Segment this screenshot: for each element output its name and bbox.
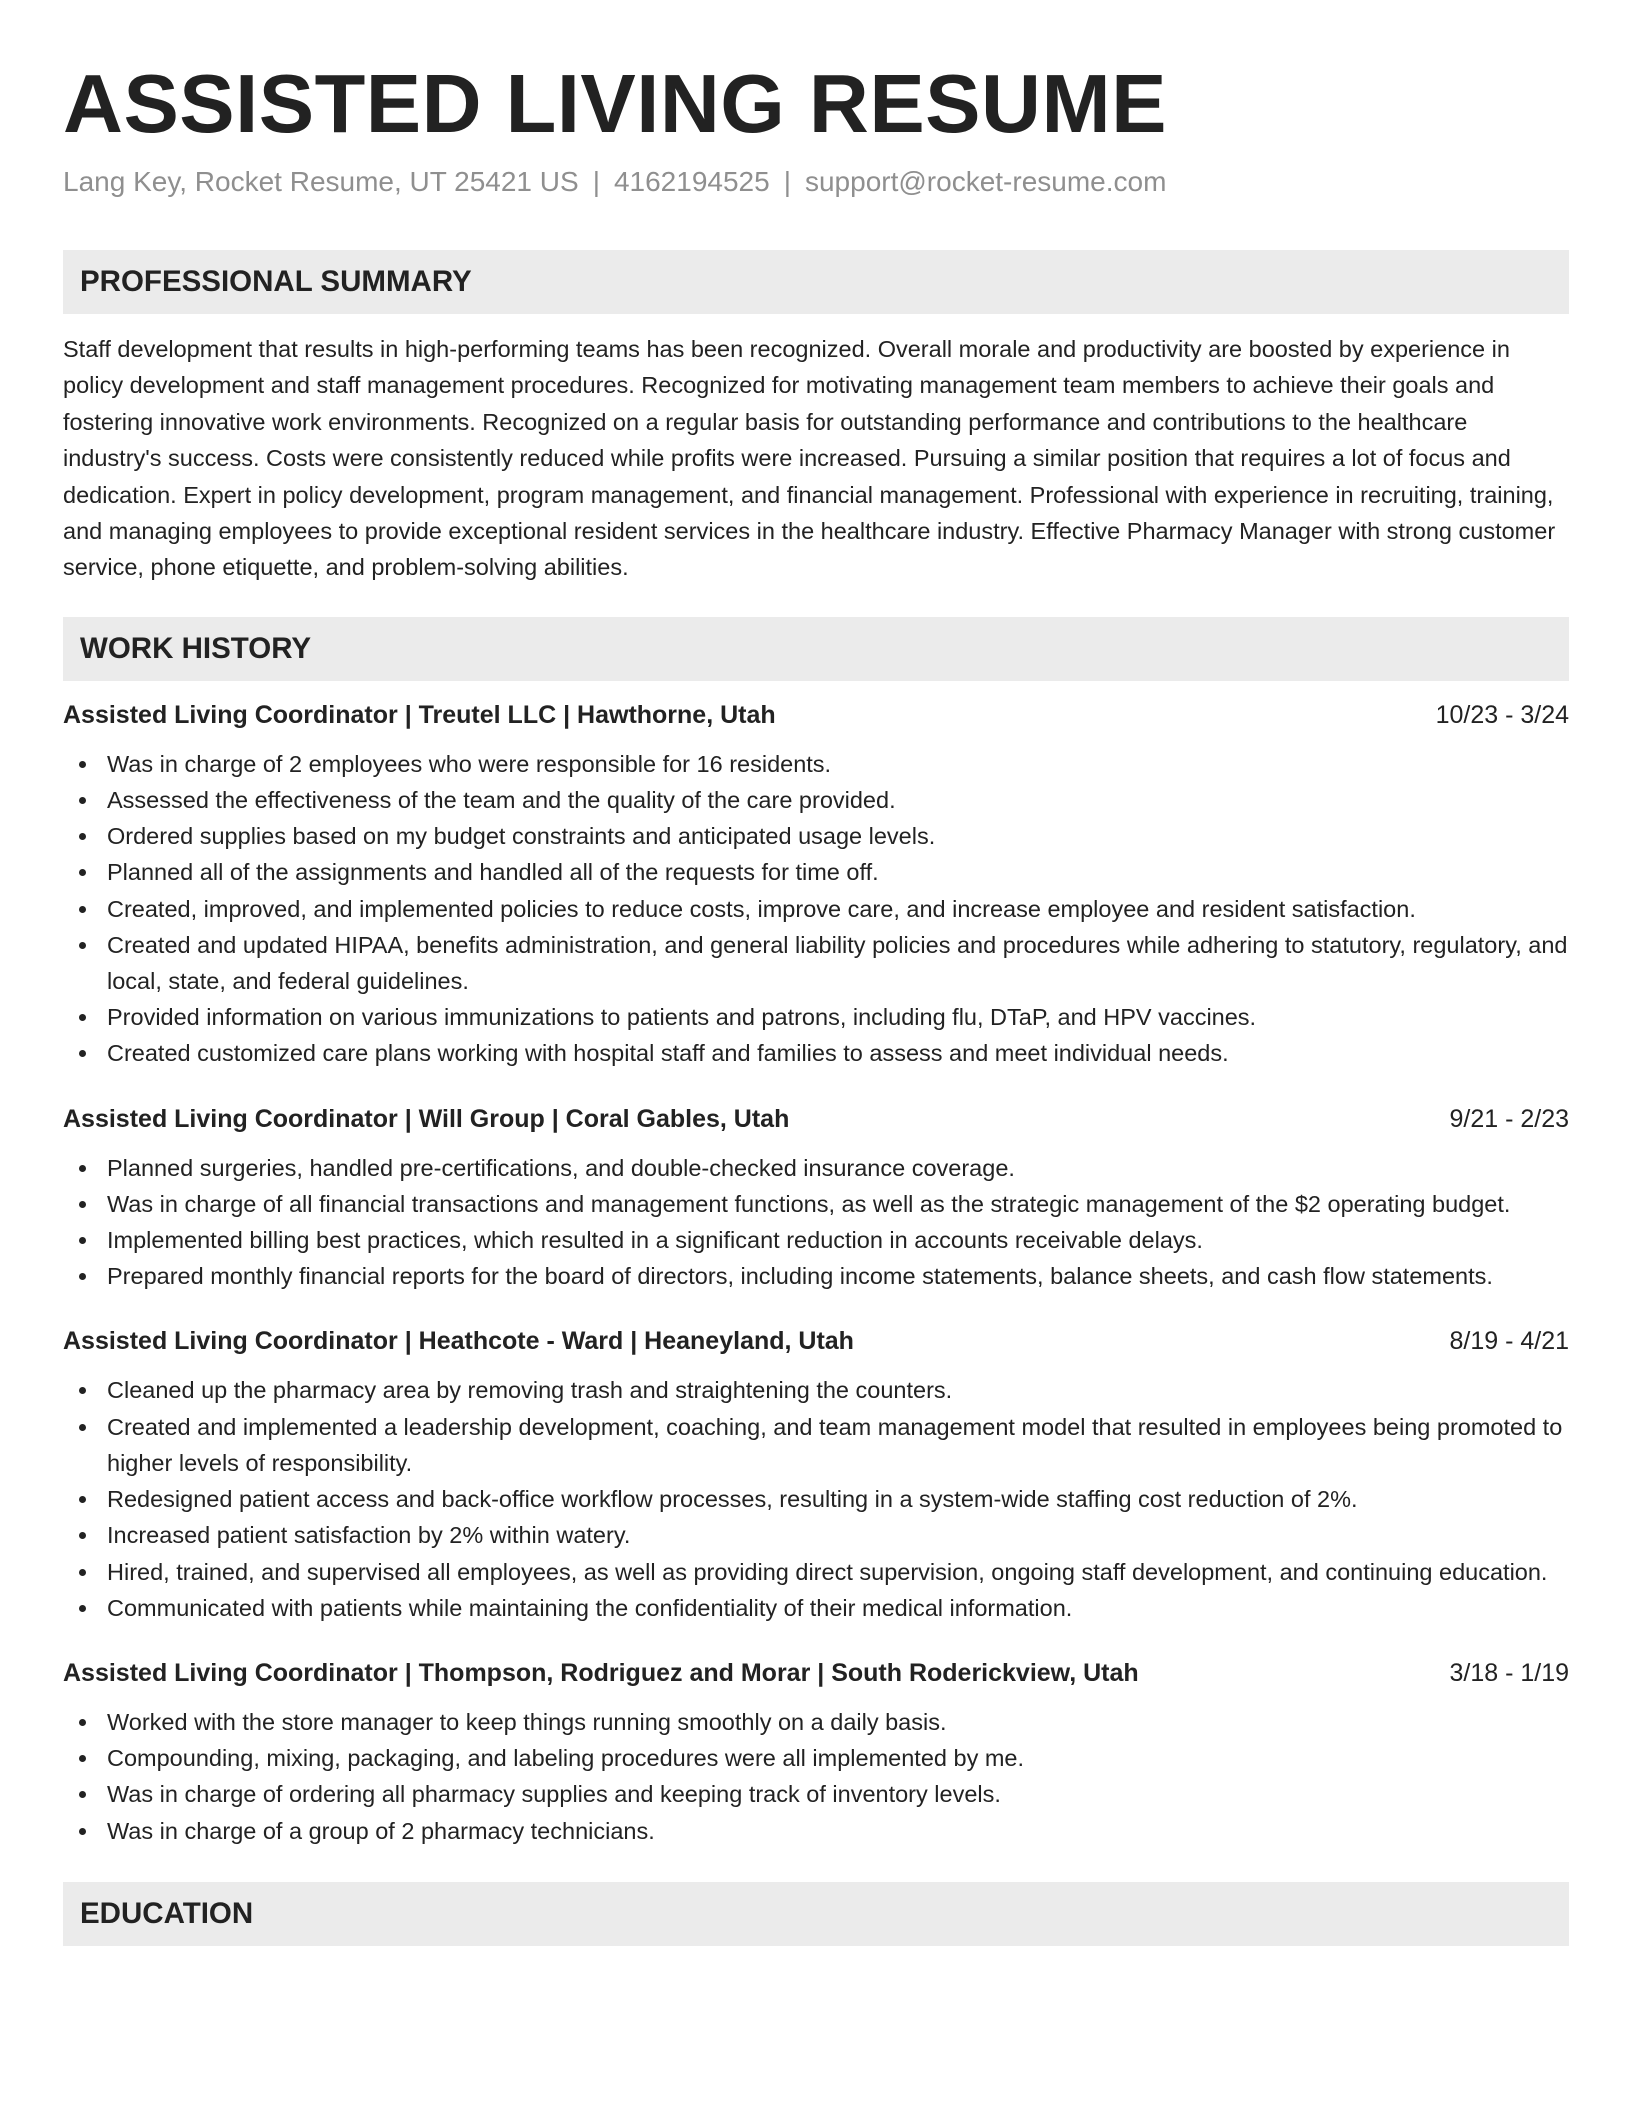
job-header (63, 1657, 1569, 1689)
job-bullet: Was in charge of 2 employees who were responsible for 16 residents. (63, 746, 1569, 782)
job-bullet: Planned all of the assignments and handled all of the requests for time off. (63, 854, 1569, 890)
job-header (63, 1103, 1569, 1135)
job-title: Assisted Living Coordinator | Heathcote - Ward | Heaneyland, Utah (63, 1327, 854, 1356)
job-bullet: Created and implemented a leadership development, coaching, and team management model that resulted in employees being promoted to higher levels of responsibility. (63, 1409, 1569, 1481)
job-bullet: Provided information on various immunizations to patients and patrons, including flu, DTaP, and HPV vaccines. (63, 999, 1569, 1035)
job-bullet: Communicated with patients while maintaining the confidentiality of their medical information. (63, 1590, 1569, 1626)
contact-separator: | (592, 166, 600, 197)
contact-line (63, 166, 1569, 198)
resume-name: ASSISTED LIVING RESUME (63, 57, 1167, 150)
job-bullet: Compounding, mixing, packaging, and labeling procedures were all implemented by me. (63, 1740, 1569, 1776)
professional-summary-text: Staff development that results in high-performing teams has been recognized. Overall morale and productivity are boosted by experience in policy development and staff management procedures. Recognized for motivating management team members to achieve their goals and fostering innovative work environments. Recognized on a regular basis for outstanding performance and contributions to the healthcare industry's success. Costs were consistently reduced while profits were increased. Pursuing a similar position that requires a lot of focus and dedication. Expert in policy development, program management, and financial management. Professional with experience in recruiting, training, and managing employees to provide exceptional resident services in the healthcare industry. Effective Pharmacy Manager with strong customer service, phone etiquette, and problem-solving abilities. (63, 336, 1556, 581)
job-bullet: Hired, trained, and supervised all employees, as well as providing direct supervision, ongoing staff development, and continuing education. (63, 1554, 1569, 1590)
job-title: Assisted Living Coordinator | Will Group | Coral Gables, Utah (63, 1104, 790, 1133)
job-title: Assisted Living Coordinator | Treutel LLC | Hawthorne, Utah (63, 700, 776, 729)
section-header-education (63, 1882, 1569, 1946)
section-title: PROFESSIONAL SUMMARY (80, 265, 472, 298)
job-bullet: Increased patient satisfaction by 2% within watery. (63, 1517, 1569, 1553)
section-header-work-history (63, 617, 1569, 681)
resume-page (63, 0, 1569, 1946)
contact-phone: 4162194525 (613, 166, 770, 197)
job-bullet: Ordered supplies based on my budget constraints and anticipated usage levels. (63, 818, 1569, 854)
job-bullet: Created, improved, and implemented policies to reduce costs, improve care, and increase employee and resident satisfaction. (63, 891, 1569, 927)
job-bullet: Redesigned patient access and back-office workflow processes, resulting in a system-wide staffing cost reduction of 2%. (63, 1481, 1569, 1517)
job-bullet: Created and updated HIPAA, benefits administration, and general liability policies and procedures while adhering to statutory, regulatory, and local, state, and federal guidelines. (63, 927, 1569, 999)
job-entry (63, 1657, 1569, 1849)
job-bullet: Prepared monthly financial reports for the board of directors, including income statements, balance sheets, and cash flow statements. (63, 1258, 1569, 1294)
job-header (63, 699, 1569, 731)
job-bullet: Cleaned up the pharmacy area by removing trash and straightening the counters. (63, 1372, 1569, 1408)
job-header (63, 1325, 1569, 1357)
job-title: Assisted Living Coordinator | Thompson, Rodriguez and Morar | South Roderickview, Utah (63, 1658, 1139, 1687)
job-dates: 10/23 - 3/24 (1435, 700, 1569, 729)
section-title: WORK HISTORY (80, 631, 312, 665)
job-dates: 9/21 - 2/23 (1449, 1104, 1569, 1133)
section-header-professional-summary (63, 250, 1569, 314)
job-dates: 3/18 - 1/19 (1449, 1658, 1569, 1687)
job-entry (63, 1103, 1569, 1295)
job-entry (63, 1325, 1569, 1625)
job-bullet: Created customized care plans working with hospital staff and families to assess and meet individual needs. (63, 1035, 1569, 1071)
job-entry (63, 699, 1569, 1072)
job-bullet-list (63, 746, 1569, 1072)
job-bullet-list (63, 1704, 1569, 1849)
job-bullet: Implemented billing best practices, which resulted in a significant reduction in accounts receivable delays. (63, 1222, 1569, 1258)
job-bullet-list (63, 1150, 1569, 1295)
job-bullet: Was in charge of all financial transactions and management functions, as well as the strategic management of the $2 operating budget. (63, 1186, 1569, 1222)
job-bullet: Was in charge of ordering all pharmacy supplies and keeping track of inventory levels. (63, 1776, 1569, 1812)
job-bullet: Worked with the store manager to keep things running smoothly on a daily basis. (63, 1704, 1569, 1740)
job-bullet: Assessed the effectiveness of the team and the quality of the care provided. (63, 782, 1569, 818)
contact-email: support@rocket-resume.com (804, 166, 1167, 197)
contact-address: Lang Key, Rocket Resume, UT 25421 US (63, 166, 579, 197)
section-title: EDUCATION (80, 1896, 254, 1930)
contact-separator: | (783, 166, 791, 197)
job-bullet-list (63, 1372, 1569, 1625)
job-bullet: Was in charge of a group of 2 pharmacy technicians. (63, 1813, 1569, 1849)
job-bullet: Planned surgeries, handled pre-certifications, and double-checked insurance coverage. (63, 1150, 1569, 1186)
job-dates: 8/19 - 4/21 (1449, 1327, 1569, 1356)
